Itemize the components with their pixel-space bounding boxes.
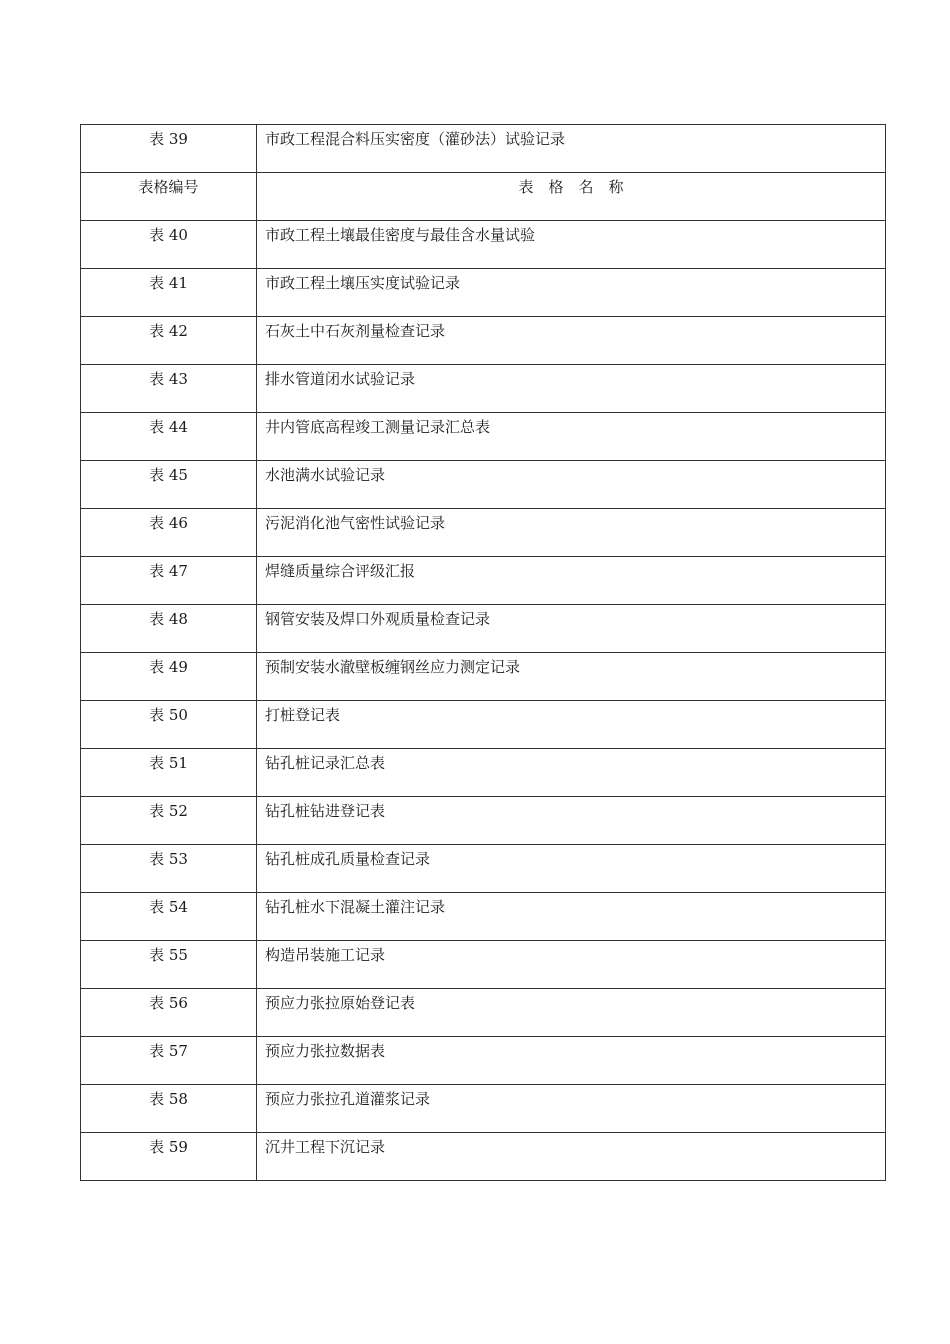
form-name-cell: 沉井工程下沉记录 — [257, 1133, 886, 1181]
table-row — [81, 701, 886, 749]
form-number-cell: 表 54 — [81, 893, 257, 941]
form-number-cell: 表 42 — [81, 317, 257, 365]
table-row — [81, 1133, 886, 1181]
form-name-cell: 钻孔桩钻进登记表 — [257, 797, 886, 845]
form-number-cell: 表 59 — [81, 1133, 257, 1181]
table-row — [81, 653, 886, 701]
table-row — [81, 989, 886, 1037]
table-row — [81, 125, 886, 173]
form-name-cell: 污泥消化池气密性试验记录 — [257, 509, 886, 557]
header-form-name: 表 格 名 称 — [257, 173, 886, 221]
form-name-cell: 排水管道闭水试验记录 — [257, 365, 886, 413]
form-number-cell: 表 39 — [81, 125, 257, 173]
form-number-cell: 表 45 — [81, 461, 257, 509]
form-number-cell: 表 56 — [81, 989, 257, 1037]
form-name-cell: 焊缝质量综合评级汇报 — [257, 557, 886, 605]
table-row — [81, 557, 886, 605]
form-number-cell: 表 58 — [81, 1085, 257, 1133]
table-row — [81, 749, 886, 797]
table-row — [81, 845, 886, 893]
form-name-cell: 钢管安装及焊口外观质量检查记录 — [257, 605, 886, 653]
table-row — [81, 893, 886, 941]
form-name-cell: 井内管底高程竣工测量记录汇总表 — [257, 413, 886, 461]
form-number-cell: 表 40 — [81, 221, 257, 269]
table-row — [81, 797, 886, 845]
form-number-cell: 表 46 — [81, 509, 257, 557]
form-name-cell: 预应力张拉原始登记表 — [257, 989, 886, 1037]
table-row — [81, 509, 886, 557]
form-number-cell: 表 41 — [81, 269, 257, 317]
table-row — [81, 269, 886, 317]
table-row — [81, 413, 886, 461]
form-name-cell: 市政工程混合料压实密度（灌砂法）试验记录 — [257, 125, 886, 173]
form-number-cell: 表 50 — [81, 701, 257, 749]
form-number-cell: 表 48 — [81, 605, 257, 653]
form-name-cell: 水池满水试验记录 — [257, 461, 886, 509]
form-number-cell: 表 55 — [81, 941, 257, 989]
form-name-cell: 预应力张拉数据表 — [257, 1037, 886, 1085]
form-number-cell: 表 43 — [81, 365, 257, 413]
table-row — [81, 461, 886, 509]
table-row — [81, 317, 886, 365]
form-number-cell: 表 53 — [81, 845, 257, 893]
table-row — [81, 1085, 886, 1133]
form-name-cell: 预制安装水澈壁板缠钢丝应力测定记录 — [257, 653, 886, 701]
table-header-row — [81, 173, 886, 221]
form-name-cell: 钻孔桩水下混凝土灌注记录 — [257, 893, 886, 941]
form-name-cell: 打桩登记表 — [257, 701, 886, 749]
table-row — [81, 605, 886, 653]
form-number-cell: 表 52 — [81, 797, 257, 845]
form-name-cell: 市政工程土壤最佳密度与最佳含水量试验 — [257, 221, 886, 269]
table-row — [81, 1037, 886, 1085]
form-name-cell: 构造吊装施工记录 — [257, 941, 886, 989]
table-row — [81, 221, 886, 269]
form-number-cell: 表 44 — [81, 413, 257, 461]
form-name-cell: 市政工程土壤压实度试验记录 — [257, 269, 886, 317]
form-name-cell: 钻孔桩记录汇总表 — [257, 749, 886, 797]
form-number-cell: 表 47 — [81, 557, 257, 605]
form-index-table — [80, 124, 886, 1181]
table-row — [81, 365, 886, 413]
form-name-cell: 石灰土中石灰剂量检查记录 — [257, 317, 886, 365]
form-number-cell: 表 49 — [81, 653, 257, 701]
form-name-cell: 预应力张拉孔道灌浆记录 — [257, 1085, 886, 1133]
table-row — [81, 941, 886, 989]
header-form-number: 表格编号 — [81, 173, 257, 221]
form-number-cell: 表 57 — [81, 1037, 257, 1085]
form-number-cell: 表 51 — [81, 749, 257, 797]
form-name-cell: 钻孔桩成孔质量检查记录 — [257, 845, 886, 893]
